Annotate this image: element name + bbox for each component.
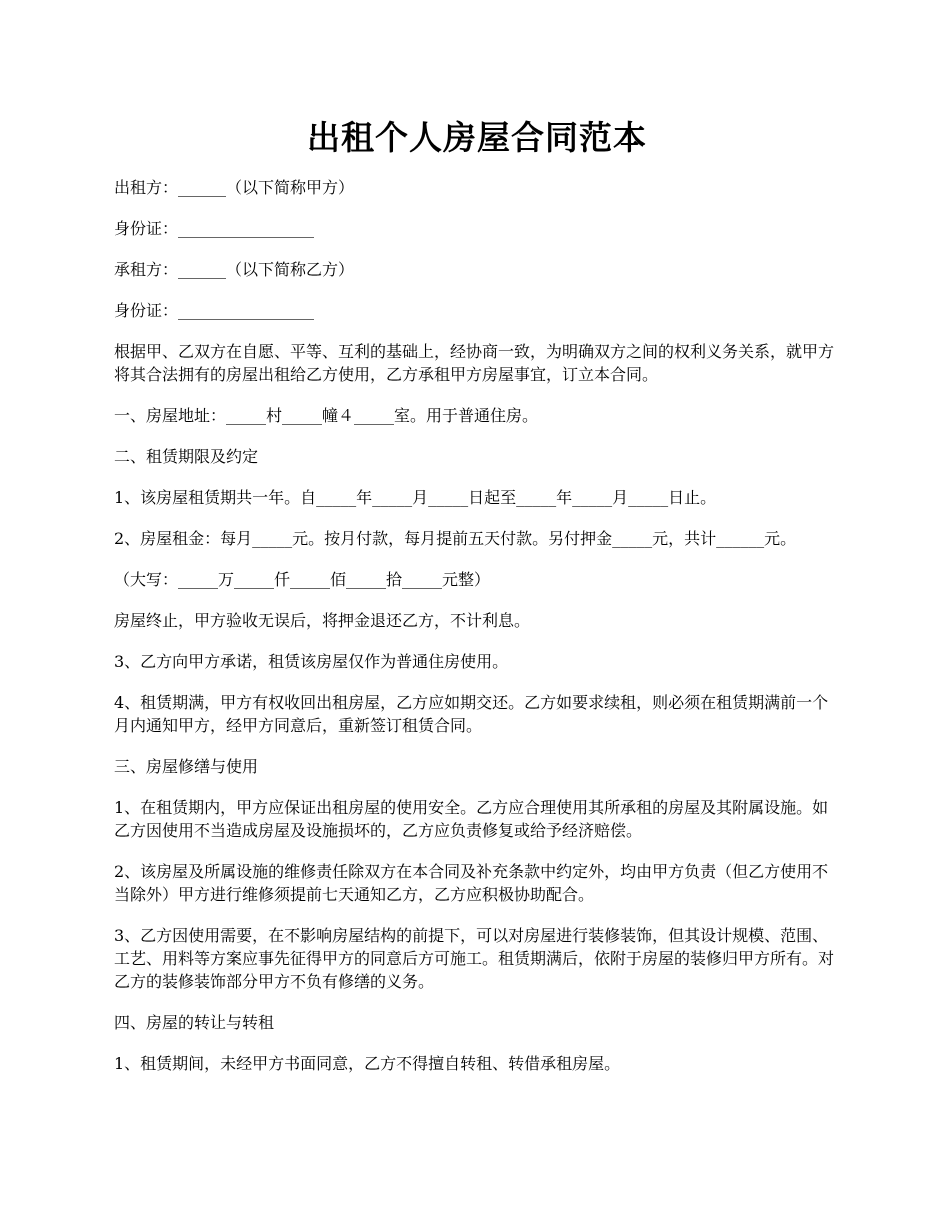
clause-3-2-repair: 2、该房屋及所属设施的维修责任除双方在本合同及补充条款中约定外，均由甲方负责（但乙方使用不当除外）甲方进行维修须提前七天通知乙方，乙方应积极协助配合。 <box>114 862 829 904</box>
rent-in-words: （大写：_____万_____仟_____佰_____拾_____元整） <box>114 570 491 589</box>
lessor-line: 出租方：______（以下简称甲方） <box>114 178 355 197</box>
clause-4-1-sublease: 1、租赁期间，未经甲方书面同意，乙方不得擅自转租、转借承租房屋。 <box>114 1054 621 1073</box>
clause-2-1-term: 1、该房屋租赁期共一年。自_____年_____月_____日起至_____年_____月_____日止。 <box>114 488 717 507</box>
section-3-heading: 三、房屋修缮与使用 <box>114 757 259 776</box>
clause-3-3-decoration: 3、乙方因使用需要，在不影响房屋结构的前提下，可以对房屋进行装修装饰，但其设计规模、范围、工艺、用料等方案应事先征得甲方的同意后方可施工。租赁期满后，依附于房屋的装修归甲方所有。对乙方的装修装饰部分甲方不负有修缮的义务。 <box>114 926 835 991</box>
clause-2-2-rent: 2、房屋租金：每月_____元。按月付款，每月提前五天付款。另付押金_____元，共计______元。 <box>114 529 797 548</box>
section-2-heading: 二、租赁期限及约定 <box>114 447 259 466</box>
document-title: 出租个人房屋合同范本 <box>307 118 647 157</box>
lessee-id-line: 身份证：_________________ <box>114 301 315 320</box>
document-body <box>114 176 840 1075</box>
clause-3-1-safety: 1、在租赁期内，甲方应保证出租房屋的使用安全。乙方应合理使用其所承租的房屋及其附属设施。如乙方因使用不当造成房屋及设施损坏的，乙方应负责修复或给予经济赔偿。 <box>114 798 829 840</box>
clause-2-4-renewal: 4、租赁期满，甲方有权收回出租房屋，乙方应如期交还。乙方如要求续租，则必须在租赁期满前一个月内通知甲方，经甲方同意后，重新签订租赁合同。 <box>114 693 829 735</box>
section-4-heading: 四、房屋的转让与转租 <box>114 1013 275 1032</box>
preamble-paragraph: 根据甲、乙双方在自愿、平等、互利的基础上，经协商一致，为明确双方之间的权利义务关系，就甲方将其合法拥有的房屋出租给乙方使用，乙方承租甲方房屋事宜，订立本合同。 <box>114 342 835 384</box>
lessor-id-line: 身份证：_________________ <box>114 219 315 238</box>
lessee-line: 承租方：______（以下简称乙方） <box>114 260 355 279</box>
deposit-return: 房屋终止，甲方验收无误后，将押金退还乙方，不计利息。 <box>114 611 531 630</box>
section-1-address: 一、房屋地址：_____村_____幢４_____室。用于普通住房。 <box>114 406 539 425</box>
clause-2-3-use: 3、乙方向甲方承诺，租赁该房屋仅作为普通住房使用。 <box>114 652 509 671</box>
